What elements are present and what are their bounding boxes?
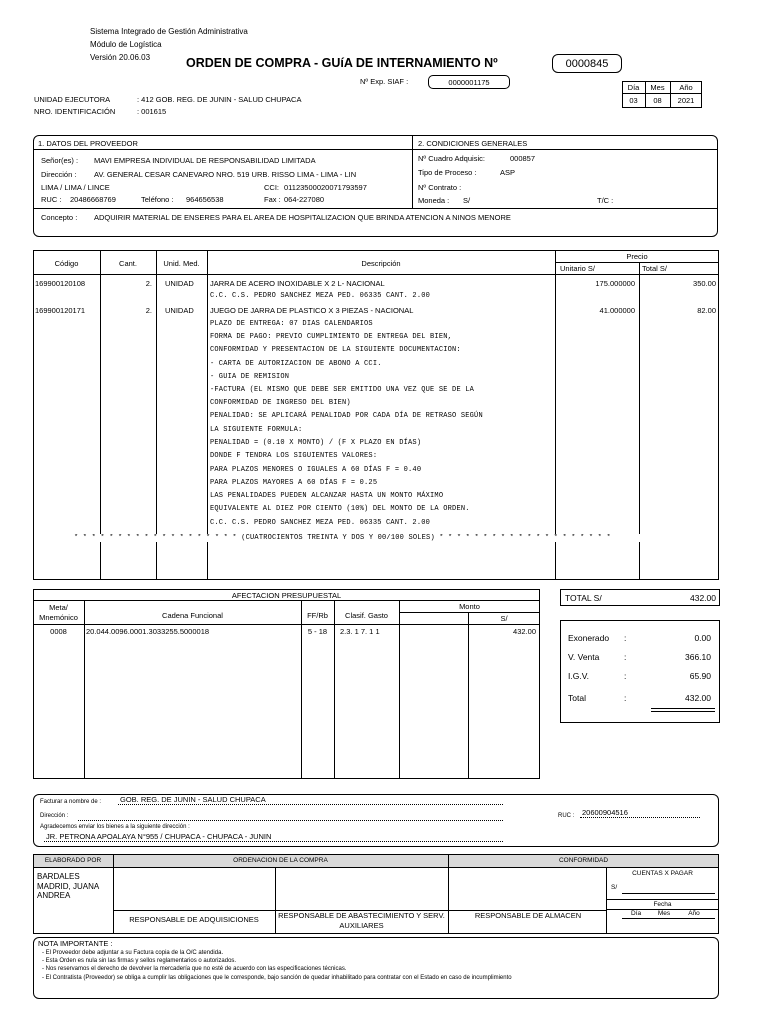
total-value: 432.00 [690,593,716,603]
exonerado-value: 0.00 [694,633,711,643]
fecha-year: Año [688,910,700,917]
note-item: - Esta Orden es nula sin las firmas y sellos reglamentarios o autorizados. [42,958,237,964]
version: Versión 20.06.03 [90,53,151,62]
note-line: LAS PENALIDADES PUEDEN ALCANZAR HASTA UN MONTO MÁXIMO [210,492,444,500]
total-label: TOTAL S/ [565,593,602,603]
row1-codigo: 169900120108 [35,279,86,288]
note-item: - Nos reservamos el derecho de devolver la mercadería que no esté de acuerdo con las especificaciones técnicas. [42,966,347,972]
row1-cant: 2. [145,279,152,288]
note-line: DONDE F TENDRA LOS SIGUIENTES VALORES: [210,452,378,460]
budget-title: AFECTACION PRESUPUESTAL [231,591,342,600]
moneda-label: Moneda : [418,196,450,205]
total2-value: 432.00 [685,693,711,703]
module-name: Módulo de Logística [90,40,162,49]
note-line: LA SIGUIENTE FORMULA: [210,426,303,434]
nro-label: NRO. IDENTIFICACIÓN [34,107,116,116]
fecha-label: Fecha [653,901,672,908]
siaf-label: Nº Exp. SIAF : [360,77,409,86]
col-ffrb: FF/Rb [307,611,328,620]
contrato-label: Nº Contrato : [418,183,462,192]
col-precio: Precio [626,252,648,261]
provider-section-title: 1. DATOS DEL PROVEEDOR [38,139,138,148]
cuentas-currency: S/ [611,884,618,891]
row2-total: 82.00 [697,306,716,315]
note-line: PENALIDAD: SE APLICARÁ PENALIDAD POR CADA DÍA DE RETRASO SEGÚN [210,412,483,420]
venta-label: V. Venta [568,652,600,662]
resp-almacen: RESPONSABLE DE ALMACEN [474,911,582,920]
tipo-label: Tipo de Proceso : [418,168,477,177]
row1-note: C.C. C.S. PEDRO SANCHEZ MEZA PED. 06335 CANT. 2.00 [210,292,431,300]
siaf-value: 0000001175 [448,78,490,87]
ruc-label: RUC : [41,195,62,204]
date-label-year: Año [679,83,693,92]
moneda-value: S/ [463,196,471,205]
billing-ruc-label: RUC : [558,813,575,819]
date-month: 08 [653,96,662,105]
fecha-day: Día [630,910,642,917]
col-cant: Cant. [119,259,137,268]
col-codigo: Código [54,259,79,268]
col-total: Total S/ [642,264,668,273]
cuadro-label: Nº Cuadro Adquisic: [418,154,485,163]
fecha-month: Mes [657,910,671,917]
senor-value: MAVI EMPRESA INDIVIDUAL DE RESPONSABILIDAD LIMITADA [94,156,316,165]
agradecemos-label: Agradecemos enviar los bienes a la siguiente dirección : [40,824,190,830]
note-line: - GUIA DE REMISION [210,373,290,381]
elaborado-header: ELABORADO POR [44,857,102,864]
direccion-label: Dirección : [41,170,77,179]
total2-label: Total [568,693,586,703]
telefono-value: 964656538 [186,195,224,204]
elaborado-name: BARDALES MADRID, JUANA ANDREA [37,872,99,900]
ordenacion-header: ORDENACION DE LA COMPRA [233,857,328,864]
venta-value: 366.10 [685,652,711,662]
colon: : [624,652,627,662]
note-line: PARA PLAZOS MAYORES A 60 DÍAS F = 0.25 [210,479,378,487]
date-day: 03 [629,96,638,105]
budget-meta: 0008 [50,627,67,636]
row2-desc: JUEGO DE JARRA DE PLASTICO X 3 PIEZAS - NACIONAL [210,306,414,315]
igv-value: 65.90 [689,671,711,681]
note-line: PARA PLAZOS MENORES O IGUALES A 60 DÍAS F = 0.40 [210,466,422,474]
igv-label: I.G.V. [568,671,589,681]
budget-clasif: 2.3. 1 7. 1 1 [340,627,380,636]
ruc-value: 20486668769 [70,195,116,204]
note-item: - El Proveedor debe adjuntar a su Factura copia de la O/C atendida. [42,950,224,956]
date-label-month: Mes [650,83,665,92]
agradecemos-value: JR. PETRONA APOALAYA N°955 / CHUPACA - CHUPACA - JUNIN [46,832,272,841]
order-number-box [552,54,622,73]
system-name: Sistema Integrado de Gestión Administrativa [90,27,248,36]
col-desc: Descripción [361,259,401,268]
senor-label: Señor(es) : [41,156,79,165]
colon: : [624,671,627,681]
budget-monto: 432.00 [513,627,536,636]
conformidad-header: CONFORMIDAD [558,857,609,864]
row1-unid: UNIDAD [165,279,194,288]
col-cadena: Cadena Funcional [162,611,223,620]
concepto-label: Concepto : [41,213,78,222]
col-mnemonico: Mnemónico [39,613,78,622]
direccion-value-2: LIMA / LIMA / LINCE [41,183,110,192]
date-year: 2021 [677,96,695,105]
row2-unid: UNIDAD [165,306,194,315]
siaf-box [428,75,510,89]
tc-label: T/C : [597,196,614,205]
concepto-value: ADQUIRIR MATERIAL DE ENSERES PARA EL AREA DE HOSPITALIZACION QUE BRINDA ATENCION A NINOS MENORE [94,213,511,222]
note-line: CONFORMIDAD Y PRESENTACION DE LA SIGUIENTE DOCUMENTACION: [210,346,461,354]
direccion-value: AV. GENERAL CESAR CANEVARO NRO. 519 URB. RISSO LIMA - LIMA - LIN [94,170,357,179]
note-line: FORMA DE PAGO: PREVIO CUMPLIMIENTO DE ENTREGA DEL BIEN, [210,333,453,341]
row1-unitario: 175.000000 [595,279,635,288]
note-line: EQUIVALENTE AL DIEZ POR CIENTO (10%) DEL MONTO DE LA ORDEN. [210,505,470,513]
row2-codigo: 169900120171 [35,306,86,315]
colon: : [624,633,627,643]
row1-total: 350.00 [693,279,716,288]
conditions-section-title: 2. CONDICIONES GENERALES [418,139,528,148]
cci-label: CCI: [264,183,279,192]
note-line: CONFORMIDAD DE INGRESO DEL BIEN) [210,399,351,407]
row1-desc: JARRA DE ACERO INOXIDABLE X 2 L- NACIONAL [210,279,385,288]
col-unid: Unid. Med. [163,259,200,268]
cci-value: 01123500020071793597 [284,183,367,192]
cuadro-value: 000857 [510,154,536,163]
factura-label: Facturar a nombre de : [40,799,102,805]
note-line: C.C. C.S. PEDRO SANCHEZ MEZA PED. 06335 CANT. 2.00 [210,519,431,527]
date-label-day: Día [627,83,640,92]
billing-ruc-value: 20600904516 [582,808,628,817]
note-item: - El Contratista (Proveedor) se obliga a cumplir las obligaciones que le corresponde, bajo sanción de quedar inhabilitado para contratar con el Estado en caso de incumplimiento [42,975,512,981]
note-line: PENALIDAD = (0.10 X MONTO) / (F X PLAZO EN DÍAS) [210,439,422,447]
budget-ffrb: 5 - 18 [307,627,328,636]
exonerado-label: Exonerado [568,633,610,643]
col-clasif: Clasif. Gasto [345,611,388,620]
nro-value: : 001615 [137,107,167,116]
col-monto: Monto [459,602,480,611]
budget-cadena: 20.044.0096.0001.3033255.5000018 [86,627,210,636]
note-line: PLAZO DE ENTREGA: 07 DIAS CALENDARIOS [210,320,373,328]
col-unitario: Unitario S/ [560,264,596,273]
note-line: - CARTA DE AUTORIZACION DE ABONO A CCI. [210,360,382,368]
notes-title: NOTA IMPORTANTE : [38,939,113,948]
factura-value: GOB. REG. DE JUNIN - SALUD CHUPACA [120,795,266,804]
unidad-value: : 412 GOB. REG. DE JUNIN - SALUD CHUPACA [137,95,302,104]
cuentas-label: CUENTAS X PAGAR [632,870,693,877]
row2-cant: 2. [145,306,152,315]
resp-adquisiciones: RESPONSABLE DE ADQUISICIONES [129,915,259,924]
row2-unitario: 41.000000 [599,306,635,315]
col-monto-currency: S/ [500,614,508,623]
telefono-label: Teléfono : [141,195,174,204]
colon: : [624,693,627,703]
unidad-label: UNIDAD EJECUTORA [34,95,111,104]
col-meta: Meta/ [49,603,68,612]
billing-direccion-label: Dirección : [40,813,69,819]
fax-label: Fax : [264,195,281,204]
tipo-value: ASP [500,168,516,177]
fax-value: 064-227080 [284,195,325,204]
resp-abastecimiento: RESPONSABLE DE ABASTECIMIENTO Y SERV. AUXILIARES [278,911,445,930]
note-line: -FACTURA (EL MISMO QUE DEBE SER EMITIDO UNA VEZ QUE SE DE LA [210,386,475,394]
order-number: 0000845 [565,58,609,70]
amount-in-words: * * * * * * * * * * * * * * * * * * * (CUATROCIENTOS TREINTA Y DOS Y 00/100 SOLES) * * * * * * * * * * * * * * * * * * * * [74,534,692,542]
document-title: ORDEN DE COMPRA - GUíA DE INTERNAMIENTO Nº [186,56,498,70]
